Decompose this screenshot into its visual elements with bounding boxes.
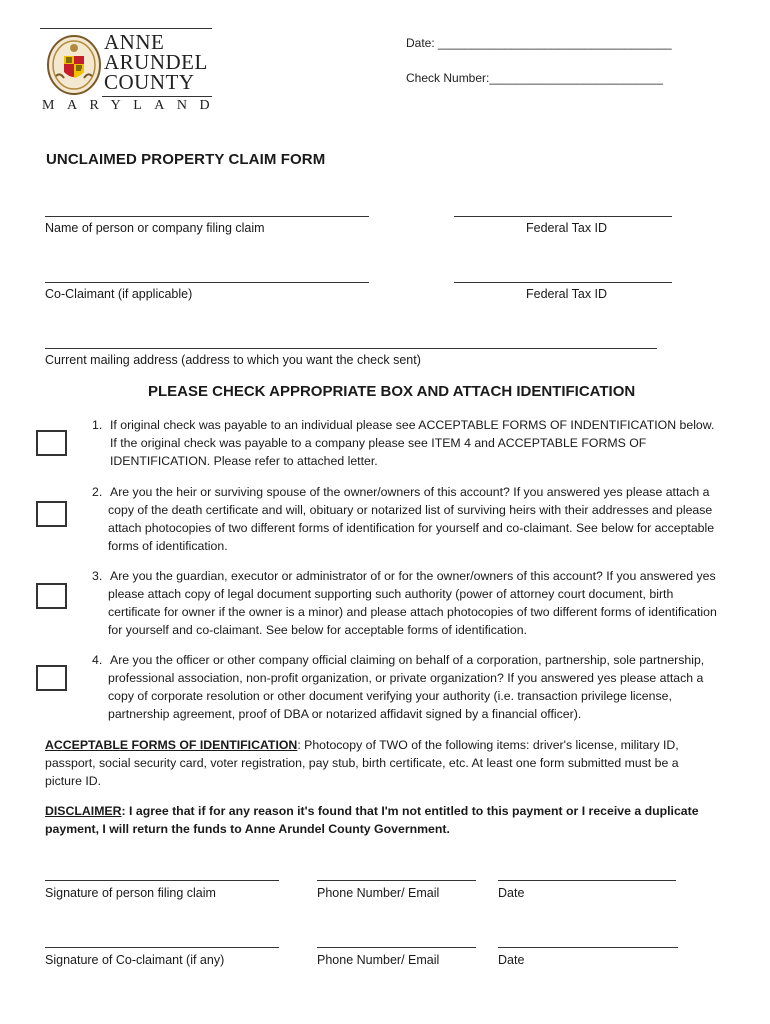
item-3 — [92, 567, 717, 639]
item-1-number: 1. — [92, 418, 103, 432]
county-name — [104, 32, 208, 92]
acceptable-forms-line-3: picture ID. — [45, 774, 102, 788]
item-2-line-2: copy of the death certificate and will, obituary or notarized list of surviving heirs with their addresses and please — [108, 503, 713, 517]
coclaimant-line[interactable] — [45, 282, 369, 283]
claimant-tax-id-line[interactable] — [454, 216, 672, 217]
claimant-name-label: Name of person or company filing claim — [45, 221, 265, 235]
item-1-line-1: If original check was payable to an individual please see ACCEPTABLE FORMS OF INDENTIFICATION below. — [110, 418, 715, 432]
coclaimant-label: Co-Claimant (if applicable) — [45, 287, 193, 301]
phone-email-1-line[interactable] — [317, 880, 476, 881]
item-2-line-1: Are you the heir or surviving spouse of the owner/owners of this account? If you answered yes please attach a — [110, 485, 710, 499]
coclaimant-tax-id-line[interactable] — [454, 282, 672, 283]
date-field[interactable]: Date: ___________________________________ — [406, 36, 672, 50]
item-4-line-1: Are you the officer or other company official claiming on behalf of a corporation, partnership, sole partnership, — [110, 653, 705, 667]
signature-claimant-label: Signature of person filing claim — [45, 886, 216, 900]
item-3-number: 3. — [92, 569, 103, 583]
phone-email-2-line[interactable] — [317, 947, 476, 948]
item-4-line-3: copy of corporate resolution or other document verifying your authority (i.e. transaction privilege license, — [108, 689, 672, 703]
check-number-field[interactable]: Check Number:__________________________ — [406, 71, 663, 85]
date-2-line[interactable] — [498, 947, 678, 948]
item-3-line-1: Are you the guardian, executor or administrator of or for the owner/owners of this account? If you answered yes — [110, 569, 716, 583]
claimant-name-line[interactable] — [45, 216, 369, 217]
mailing-address-label: Current mailing address (address to which you want the check sent) — [45, 353, 421, 367]
item-2-number: 2. — [92, 485, 103, 499]
signature-coclaimant-label: Signature of Co-claimant (if any) — [45, 953, 225, 967]
acceptable-forms-heading: ACCEPTABLE FORMS OF IDENTIFICATION — [45, 738, 298, 752]
logo-rule — [40, 28, 212, 29]
disclaimer — [45, 802, 725, 838]
date-2-label: Date — [498, 953, 525, 967]
logo-line-1: ANNE — [104, 30, 165, 54]
form-title: UNCLAIMED PROPERTY CLAIM FORM — [46, 151, 326, 168]
item-1-line-2: If the original check was payable to a company please see ITEM 4 and ACCEPTABLE FORMS OF — [110, 436, 647, 450]
item-1 — [92, 416, 717, 470]
item-2-line-4: forms of identification. — [108, 539, 228, 553]
item-4-number: 4. — [92, 653, 103, 667]
item-2-line-3: attach photocopies of two different forms of identification for yourself and co-claimant. See below for acceptable — [108, 521, 715, 535]
acceptable-forms — [45, 736, 725, 790]
item-3-line-4: for yourself and co-claimant. See below for acceptable forms of identification. — [108, 623, 527, 637]
disclaimer-line-2: payment, I will return the funds to Anne Arundel County Government. — [45, 822, 450, 836]
section-heading: PLEASE CHECK APPROPRIATE BOX AND ATTACH IDENTIFICATION — [148, 383, 636, 400]
signature-coclaimant-line[interactable] — [45, 947, 279, 948]
acceptable-forms-line-2: passport, social security card, voter registration, pay stub, birth certificate, etc. At least one form submitted must be a — [45, 756, 679, 770]
signature-claimant-line[interactable] — [45, 880, 279, 881]
claimant-tax-id-label: Federal Tax ID — [526, 221, 608, 235]
acceptable-forms-line-1: : Photocopy of TWO of the following items: driver's license, military ID, — [297, 738, 679, 752]
item-4-line-2: professional association, non-profit organization, or private organization? If you answered yes please attach a — [108, 671, 704, 685]
county-logo — [40, 28, 223, 114]
phone-email-2-label: Phone Number/ Email — [317, 953, 440, 967]
mailing-address-line[interactable] — [45, 348, 657, 349]
checkbox-item-3[interactable] — [36, 583, 67, 609]
item-4-line-4: partnership agreement, proof of DBA or notarized affidavit signed by a financial officer). — [108, 707, 582, 721]
county-seal-icon — [46, 32, 102, 96]
checkbox-item-4[interactable] — [36, 665, 67, 691]
logo-underline — [102, 96, 212, 97]
logo-line-2: ARUNDEL — [104, 50, 208, 74]
checkbox-item-2[interactable] — [36, 501, 67, 527]
item-4 — [92, 651, 717, 723]
item-1-line-3: IDENTIFICATION. Please refer to attached letter. — [110, 454, 378, 468]
logo-line-3: COUNTY — [104, 70, 195, 94]
phone-email-1-label: Phone Number/ Email — [317, 886, 440, 900]
item-3-line-2: please attach copy of legal document supporting such authority (power of attorney court document, birth — [108, 587, 674, 601]
item-2 — [92, 483, 717, 555]
coclaimant-tax-id-label: Federal Tax ID — [526, 287, 608, 301]
logo-state: MARYLAND — [42, 98, 223, 113]
disclaimer-heading: DISCLAIMER — [45, 804, 122, 818]
item-3-line-3: certificate for owner if the owner is a minor) and please attach photocopies of two different forms of identification — [108, 605, 717, 619]
date-1-line[interactable] — [498, 880, 676, 881]
disclaimer-line-1: : I agree that if for any reason it's found that I'm not entitled to this payment or I receive a duplicate — [121, 804, 699, 818]
date-1-label: Date — [498, 886, 525, 900]
checkbox-item-1[interactable] — [36, 430, 67, 456]
